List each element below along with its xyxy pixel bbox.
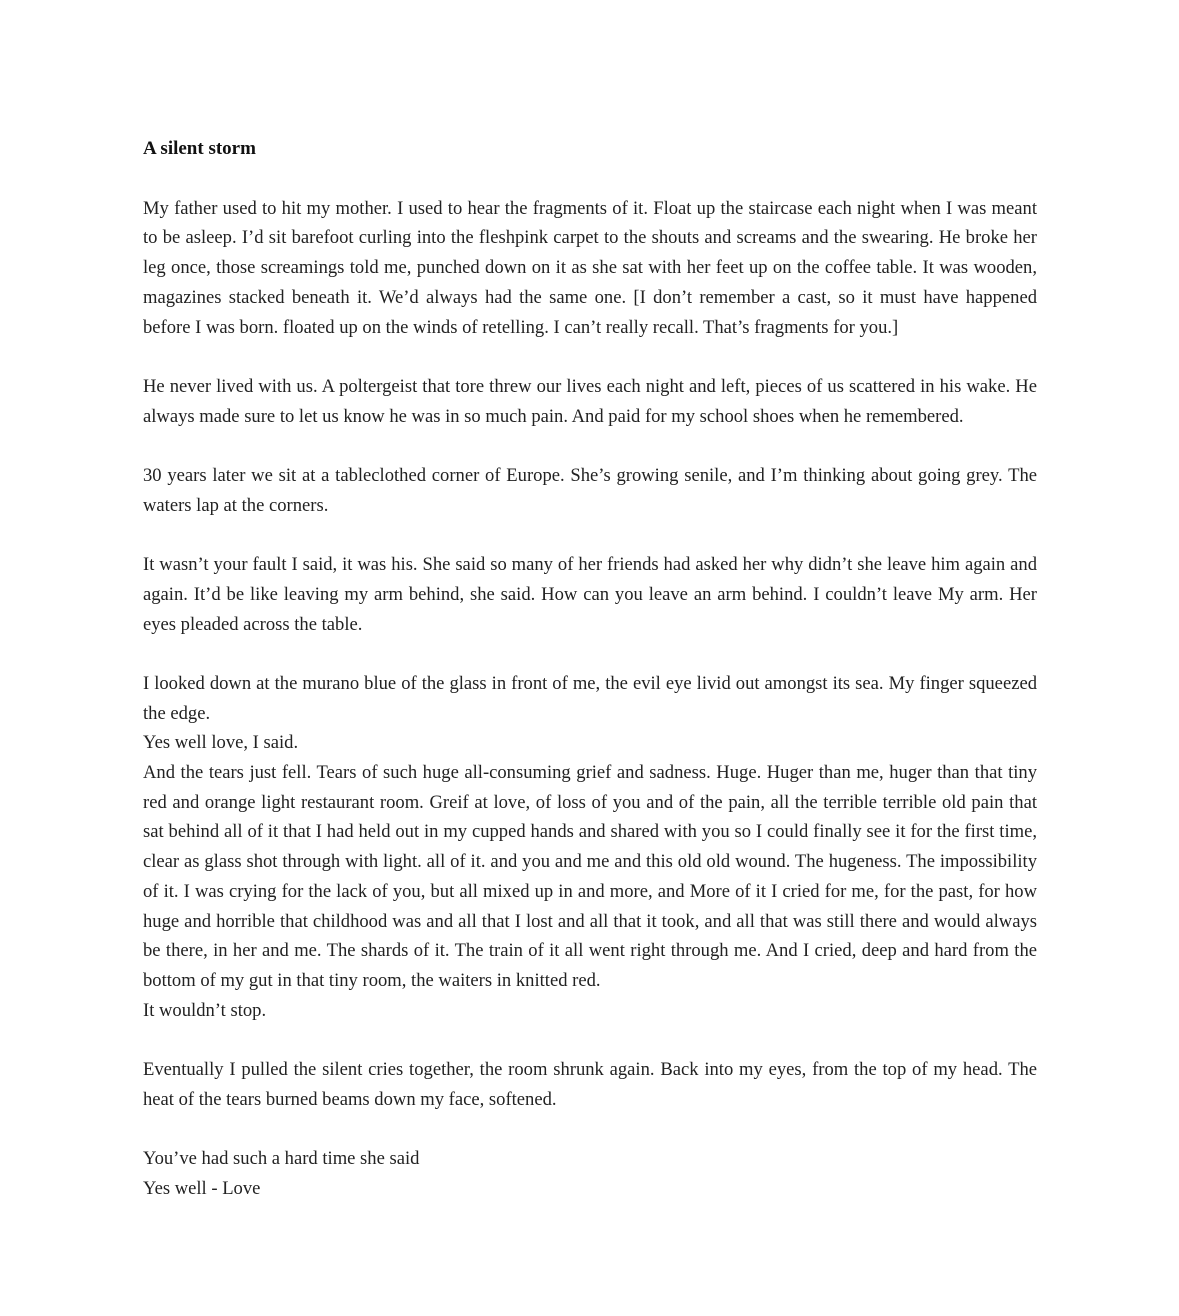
paragraph-6 <box>143 1055 1037 1114</box>
paragraph-text: I looked down at the murano blue of the glass in front of me, the evil eye livid out amongst its sea. My finger squeezed the edge. <box>143 672 1037 724</box>
paragraph-2 <box>143 372 1037 431</box>
document-page <box>143 134 1037 1204</box>
paragraph-text: Eventually I pulled the silent cries together, the room shrunk again. Back into my eyes, from the top of my head. The heat of the tears burned beams down my face, softened. <box>143 1059 1037 1110</box>
paragraph-7 <box>143 1144 1037 1203</box>
paragraph-text: He never lived with us. A poltergeist that tore threw our lives each night and left, pieces of us scattered in his wake. He always made sure to let us know he was in so much pain. And paid for my school shoes when he remembered. <box>143 375 1037 427</box>
paragraph-text: It wasn’t your fault I said, it was his. She said so many of her friends had asked her why didn’t she leave him again and again. It’d be like leaving my arm behind, she said. How can you leave an arm behind. I couldn’t leave My arm. Her eyes pleaded across the table. <box>143 554 1037 635</box>
paragraph-text: Yes well love, I said. <box>143 732 299 754</box>
paragraph-text: 30 years later we sit at a tableclothed corner of Europe. She’s growing senile, and I’m thinking about going grey. The waters lap at the corners. <box>143 465 1037 516</box>
paragraph-text: And the tears just fell. Tears of such huge all-consuming grief and sadness. Huge. Huger than me, huger than that tiny red and orange light restaurant room. Greif at love, of loss of you and of the pain, all the terrible terrible old pain that sat behind all of it that I had held out in my cupped hands and shared with you so I could finally see it for the first time, clear as glass shot through with light. all of it. and you and me and this old old wound. The hugeness. The impossibility of it. I was crying for the lack of you, but all mixed up in and more, and More of it I cried for me, for the past, for how huge and horrible that childhood was and all that I lost and all that it took, and all that was still there and would always be there, in her and me. The shards of it. The train of it all went right through me. And I cried, deep and hard from the bottom of my gut in that tiny room, the waiters in knitted red. <box>143 762 1037 991</box>
paragraph-text: Yes well - Love <box>143 1177 261 1199</box>
paragraph-text: It wouldn’t stop. <box>143 999 267 1021</box>
paragraph-4 <box>143 550 1037 639</box>
paragraph-1 <box>143 194 1037 343</box>
document-title: A silent storm <box>143 138 256 159</box>
paragraph-5 <box>143 669 1037 1025</box>
paragraph-text: You’ve had such a hard time she said <box>143 1148 420 1170</box>
paragraph-text: My father used to hit my mother. I used to hear the fragments of it. Float up the staircase each night when I was meant to be asleep. I’d sit barefoot curling into the fleshpink carpet to the shouts and screams and the swearing. He broke her leg once, those screamings told me, punched down on it as she sat with her feet up on the coffee table. It was wooden, magazines stacked beneath it. We’d always had the same one. [I don’t remember a cast, so it must have happened before I was born. floated up on the winds of retelling. I can’t really recall. That’s fragments for you.] <box>143 197 1037 338</box>
paragraph-3 <box>143 461 1037 520</box>
